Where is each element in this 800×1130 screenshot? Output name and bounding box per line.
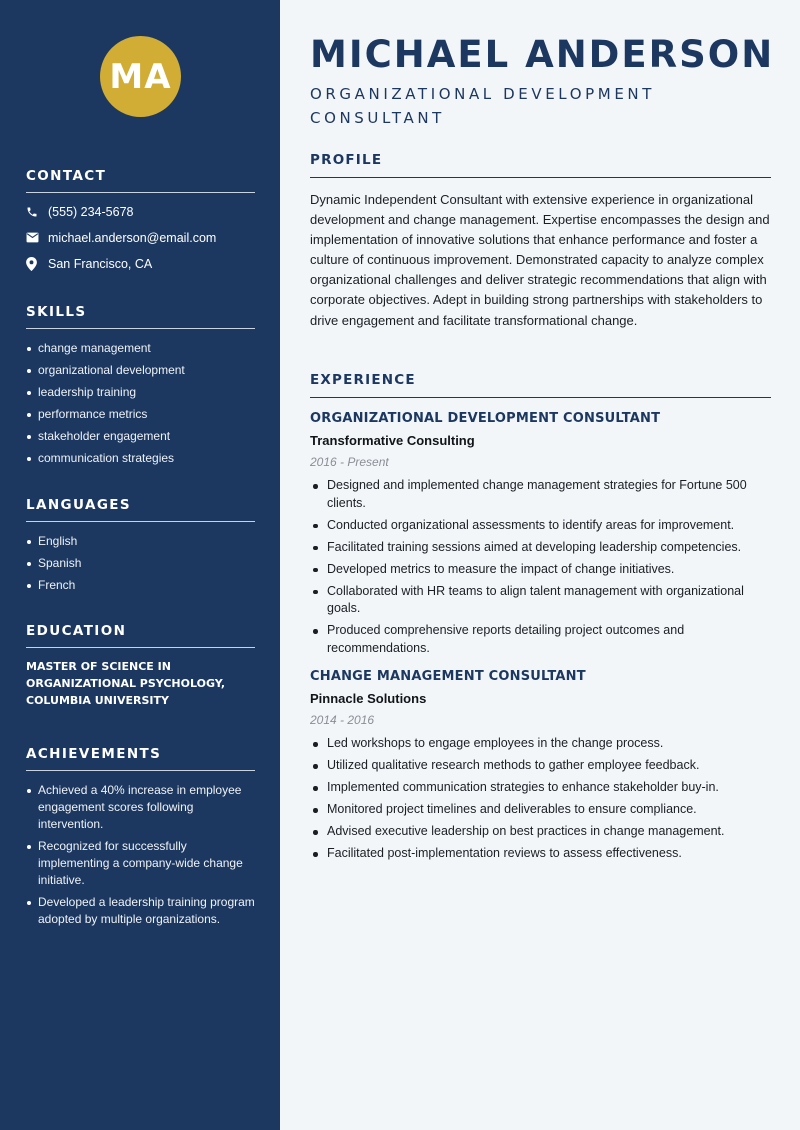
languages-list (26, 533, 255, 594)
education-heading: EDUCATION (26, 623, 255, 648)
achievements-list (26, 782, 255, 928)
list-item: Designed and implemented change management strategies for Fortune 500 clients. (310, 477, 771, 512)
profile-text: Dynamic Independent Consultant with extensive experience in organizational development and change management. Expertise encompasses the design and implementation of innovative solutions that enhance performance and foster a culture of continuous improvement. Demonstrated capacity to analyze complex organizational challenges and deliver strategic recommendations that align with corporate objectives. Adept in building strong partnerships with stakeholders to drive engagement and facilitate transformational change. (310, 192, 770, 328)
skills-list (26, 340, 255, 467)
list-item: Led workshops to engage employees in the change process. (310, 735, 771, 753)
job-entry (310, 669, 771, 863)
list-item: communication strategies (26, 450, 255, 467)
list-item: organizational development (26, 362, 255, 379)
job-company: Transformative Consulting (310, 433, 475, 448)
list-item: Monitored project timelines and deliverables to ensure compliance. (310, 801, 771, 819)
experience-section (310, 372, 771, 867)
list-item: Advised executive leadership on best practices in change management. (310, 823, 771, 841)
email-text[interactable]: michael.anderson@email.com (48, 230, 217, 245)
location-text: San Francisco, CA (48, 256, 153, 271)
experience-heading: EXPERIENCE (310, 372, 771, 398)
job-entry (310, 411, 771, 657)
list-item: Utilized qualitative research methods to gather employee feedback. (310, 757, 771, 775)
list-item: change management (26, 340, 255, 357)
job-bullets (310, 735, 771, 863)
list-item: French (26, 577, 255, 594)
job-bullets (310, 477, 771, 657)
job-company: Pinnacle Solutions (310, 691, 427, 706)
list-item: Collaborated with HR teams to align talent management with organizational goals. (310, 583, 771, 618)
list-item: Recognized for successfully implementing a company-wide change initiative. (26, 838, 255, 889)
list-item: English (26, 533, 255, 550)
profile-heading: PROFILE (310, 152, 771, 178)
list-item: performance metrics (26, 406, 255, 423)
achievements-heading: ACHIEVEMENTS (26, 746, 255, 771)
job-role: ORGANIZATIONAL DEVELOPMENT CONSULTANT (310, 411, 661, 426)
list-item: Conducted organizational assessments to identify areas for improvement. (310, 517, 771, 535)
phone-icon (26, 205, 48, 219)
education-section (26, 623, 255, 709)
list-item: Produced comprehensive reports detailing project outcomes and recommendations. (310, 622, 771, 657)
list-item: Facilitated post-implementation reviews to assess effectiveness. (310, 845, 771, 863)
email-icon (26, 231, 48, 245)
avatar-initials: MA (109, 56, 172, 97)
list-item: Achieved a 40% increase in employee engagement scores following intervention. (26, 782, 255, 833)
skills-section (26, 304, 255, 472)
skills-heading: SKILLS (26, 304, 255, 329)
sidebar (0, 0, 280, 1130)
avatar (100, 36, 181, 117)
list-item: stakeholder engagement (26, 428, 255, 445)
list-item: Implemented communication strategies to enhance stakeholder buy-in. (310, 779, 771, 797)
job-role: CHANGE MANAGEMENT CONSULTANT (310, 669, 586, 684)
profile-section (310, 152, 771, 331)
list-item: Developed metrics to measure the impact of change initiatives. (310, 561, 771, 579)
education-degree: MASTER OF SCIENCE IN ORGANIZATIONAL PSYCHOLOGY, COLUMBIA UNIVERSITY (26, 660, 226, 707)
list-item: Facilitated training sessions aimed at developing leadership competencies. (310, 539, 771, 557)
contact-heading: CONTACT (26, 168, 255, 193)
contact-email[interactable] (26, 229, 255, 246)
phone-text: (555) 234-5678 (48, 204, 134, 219)
page-title: MICHAEL ANDERSON (310, 33, 775, 76)
languages-heading: LANGUAGES (26, 497, 255, 522)
contact-phone (26, 203, 255, 220)
list-item: leadership training (26, 384, 255, 401)
location-pin-icon (26, 257, 48, 271)
job-title: ORGANIZATIONAL DEVELOPMENT CONSULTANT (310, 85, 655, 127)
achievements-section (26, 746, 255, 933)
job-dates: 2014 - 2016 (310, 713, 375, 727)
contact-location (26, 255, 255, 272)
list-item: Spanish (26, 555, 255, 572)
languages-section (26, 497, 255, 599)
job-dates: 2016 - Present (310, 455, 389, 469)
list-item: Developed a leadership training program adopted by multiple organizations. (26, 894, 255, 928)
contact-section (26, 168, 255, 272)
